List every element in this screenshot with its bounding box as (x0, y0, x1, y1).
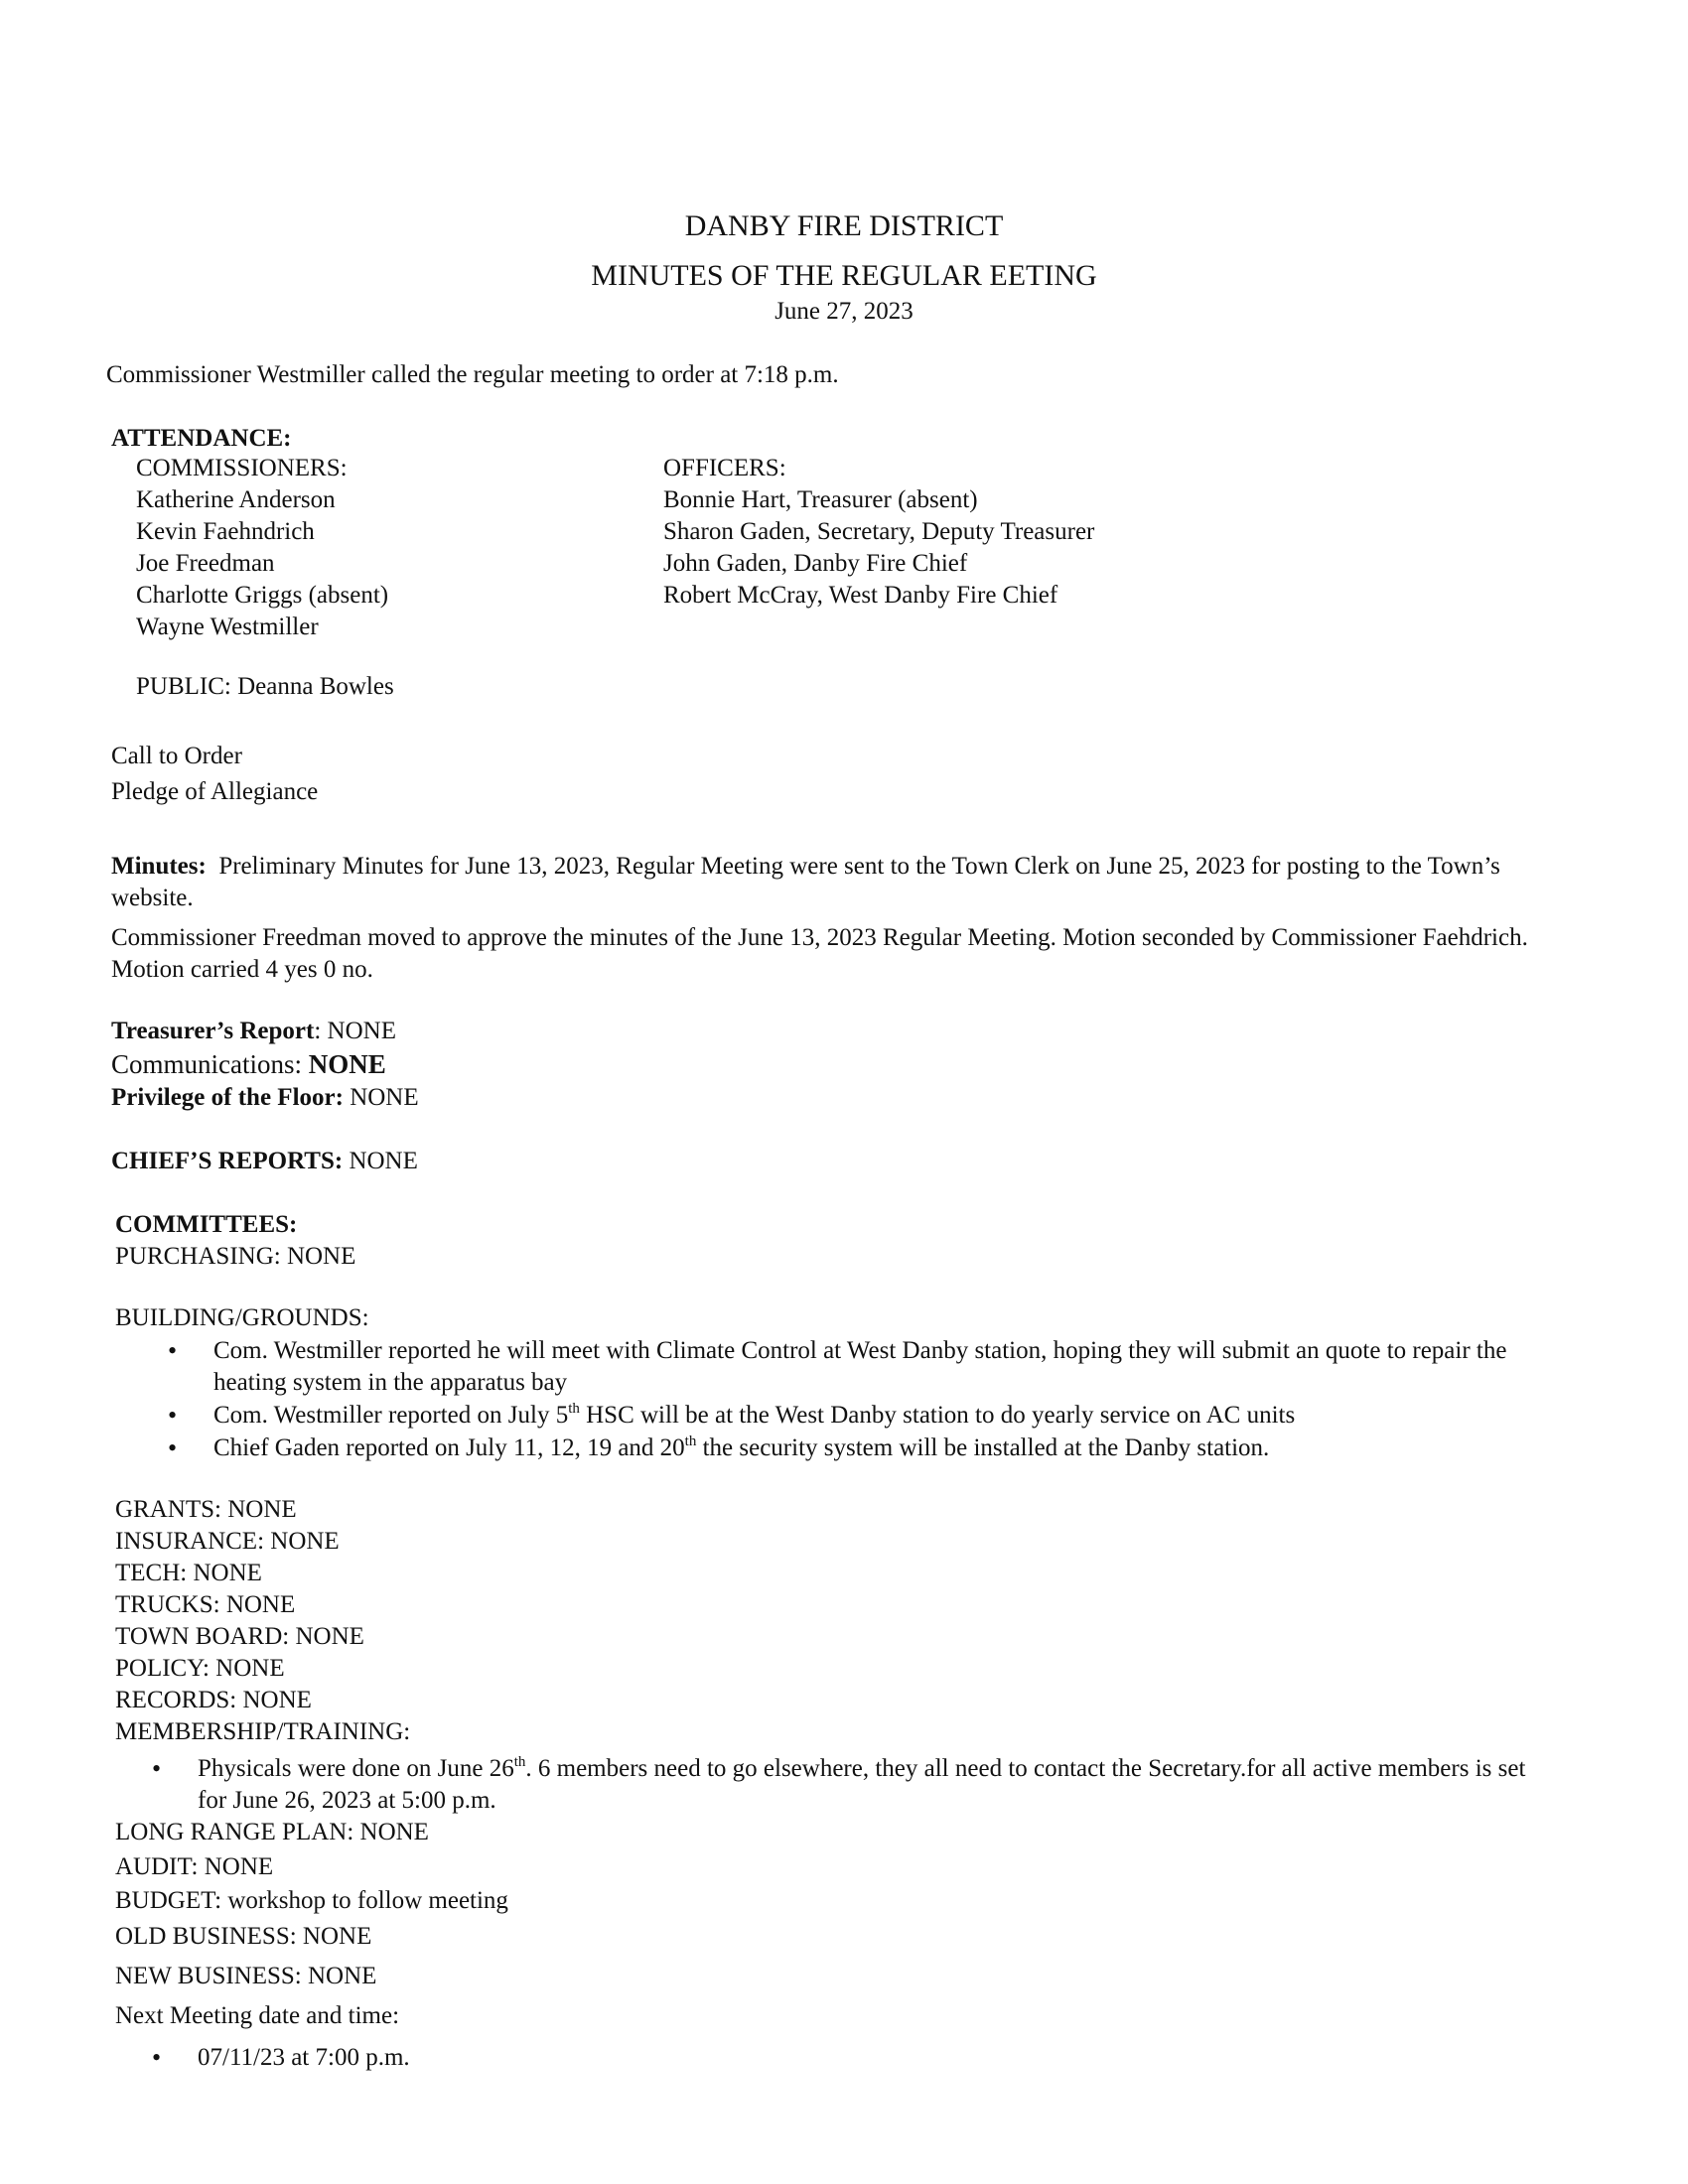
town-board: TOWN BOARD: NONE (115, 1623, 364, 1650)
grants: GRANTS: NONE (115, 1496, 297, 1523)
commissioner-3: Joe Freedman (136, 550, 275, 577)
budget: BUDGET: workshop to follow meeting (115, 1887, 508, 1914)
chiefs-reports: CHIEF’S REPORTS: NONE (111, 1148, 418, 1174)
membership-heading: MEMBERSHIP/TRAINING: (115, 1718, 411, 1745)
treasurer-report: Treasurer’s Report: NONE (111, 1018, 396, 1044)
commissioner-4: Charlotte Griggs (absent) (136, 582, 389, 609)
privilege-of-floor: Privilege of the Floor: NONE (111, 1084, 419, 1111)
insurance: INSURANCE: NONE (115, 1528, 340, 1555)
old-business: OLD BUSINESS: NONE (115, 1923, 372, 1950)
pledge: Pledge of Allegiance (111, 778, 319, 805)
officers-heading: OFFICERS: (663, 455, 786, 481)
audit: AUDIT: NONE (115, 1853, 274, 1880)
minutes-paragraph-1: Minutes: Preliminary Minutes for June 13, 2023, Regular Meeting were sent to the Town Clerk on June 25, 2023 for posting to the Town’s website. (111, 853, 1500, 911)
officer-1: Bonnie Hart, Treasurer (absent) (663, 486, 978, 513)
policy: POLICY: NONE (115, 1655, 285, 1682)
communications: Communications: NONE (111, 1049, 386, 1079)
call-to-order: Call to Order (111, 743, 242, 769)
building-heading: BUILDING/GROUNDS: (115, 1304, 369, 1331)
org-name: DANBY FIRE DISTRICT (684, 209, 1004, 242)
purchasing: PURCHASING: NONE (115, 1243, 356, 1270)
commissioner-1: Katherine Anderson (136, 486, 336, 513)
meeting-date: June 27, 2023 (774, 298, 914, 325)
building-item-2: • Com. Westmiller reported on July 5th HSC will be at the West Danby station to do yearly service on AC units (213, 1400, 1295, 1432)
tech: TECH: NONE (115, 1560, 262, 1586)
officer-2: Sharon Gaden, Secretary, Deputy Treasurer (663, 518, 1095, 545)
commissioners-heading: COMMISSIONERS: (136, 455, 348, 481)
minutes-paragraph-2: Commissioner Freedman moved to approve the minutes of the June 13, 2023 Regular Meeting. Motion seconded by Commissioner Faehdrich. Motion carried 4 yes 0 no. (111, 924, 1528, 983)
officer-3: John Gaden, Danby Fire Chief (663, 550, 968, 577)
trucks: TRUCKS: NONE (115, 1591, 296, 1618)
officer-4: Robert McCray, West Danby Fire Chief (663, 582, 1058, 609)
attendance-heading: ATTENDANCE: (111, 425, 292, 452)
building-item-3: • Chief Gaden reported on July 11, 12, 19 and 20th the security system will be installed at the Danby station. (213, 1433, 1269, 1464)
committees-heading: COMMITTEES: (115, 1211, 298, 1238)
call-line: Commissioner Westmiller called the regular meeting to order at 7:18 p.m. (106, 361, 839, 388)
building-item-1: • Com. Westmiller reported he will meet with Climate Control at West Danby station, hoping they will submit an quote to repair the heating system in the apparatus bay (213, 1335, 1554, 1399)
next-meeting-value: • 07/11/23 at 7:00 p.m. (198, 2042, 410, 2074)
new-business: NEW BUSINESS: NONE (115, 1963, 377, 1989)
next-meeting-label: Next Meeting date and time: (115, 2002, 400, 2029)
long-range-plan: LONG RANGE PLAN: NONE (115, 1819, 429, 1845)
membership-item: • Physicals were done on June 26th. 6 members need to go elsewhere, they all need to contact the Secretary.for all active members is set for June 26, 2023 at 5:00 p.m. (198, 1753, 1558, 1817)
records: RECORDS: NONE (115, 1687, 312, 1713)
public-attendee: PUBLIC: Deanna Bowles (136, 673, 394, 700)
commissioner-5: Wayne Westmiller (136, 614, 319, 640)
commissioner-2: Kevin Faehndrich (136, 518, 315, 545)
document-title: MINUTES OF THE REGULAR EETING (591, 259, 1097, 292)
